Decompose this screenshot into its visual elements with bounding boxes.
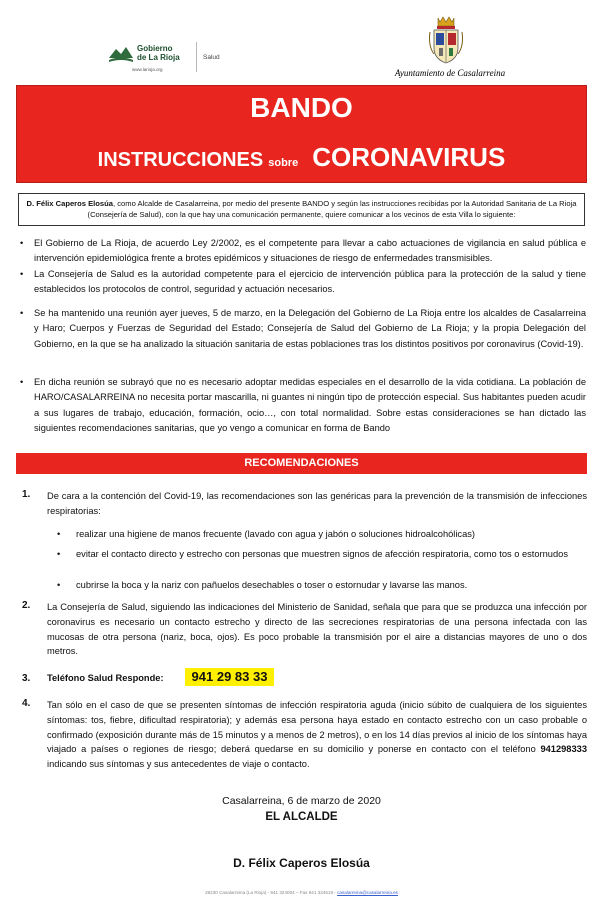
gobierno-rioja-url: www.larioja.org bbox=[132, 67, 163, 72]
gobierno-rioja-logo-icon bbox=[107, 42, 135, 64]
gobierno-rioja-name: Gobierno de La Rioja bbox=[137, 44, 180, 62]
item-number: 1. bbox=[22, 489, 31, 500]
list-item: • Se ha mantenido una reunión ayer jueves, 5 de marzo, en la Delegación del Gobierno de La Rioja entre los alcaldes de Casalarreina y Haro; Cuerpos y Fuerzas de Seguridad del Estado; Consejería de Salud del Gobierno de La Rioja; y la propia Delegación del Gobierno, en la que se ha analizado la situación sanitaria de estas poblaciones tras los distintos positivos por coronavirus (Covid-19). bbox=[34, 306, 586, 352]
place-date: Casalarreina, 6 de marzo de 2020 bbox=[222, 795, 381, 807]
signature-name: D. Félix Caperos Elosúa bbox=[233, 856, 370, 870]
phone-number: 941298333 bbox=[540, 744, 587, 755]
recommendation-1: De cara a la contención del Covid-19, las recomendaciones son las genéricas para la prevención de la transmisión de infecciones respiratorias: bbox=[47, 491, 587, 516]
list-item: • El Gobierno de La Rioja, de acuerdo Ley 2/2002, es el competente para llevar a cabo actuaciones de vigilancia en salud pública e intervención epidemiológica frente a brotes epidémicos y situaciones de riesgo de enfermedades transmisibles. bbox=[34, 236, 586, 267]
bando-title: BANDO bbox=[250, 92, 353, 123]
item-number: 3. bbox=[22, 673, 31, 684]
alcalde-name: D. Félix Caperos Elosúa bbox=[26, 199, 114, 208]
footer-contact: 26230 Casalarreina (La Rioja) - 941 324004 – Fax 941 324519 - casalarreina@casalarreina.es bbox=[205, 890, 398, 895]
sub-item: • evitar el contacto directo y estrecho con personas que muestren signos de afección respiratoria, como tos o estornudos bbox=[76, 547, 586, 562]
sub-item: • cubrirse la boca y la nariz con pañuelos desechables o toser o estornudar y lavarse las manos. bbox=[76, 578, 586, 593]
salud-label: Salud bbox=[203, 54, 220, 61]
intro-text: , como Alcalde de Casalarreina, por medio del presente BANDO y según las instrucciones recibidas por la Autoridad Sanitaria de La Rioja (Consejería de Salud), con la que hay una comunicación permanente, quiere comunicar a los vecinos de esta Villa lo siguiente: bbox=[87, 199, 577, 219]
intro-box bbox=[18, 193, 585, 226]
item-number: 4. bbox=[22, 698, 31, 709]
telefono-label: Teléfono Salud Responde: bbox=[47, 673, 164, 683]
coat-of-arms-icon bbox=[426, 14, 466, 66]
email-link[interactable]: casalarreina@casalarreina.es bbox=[337, 890, 398, 895]
ayuntamiento-name: Ayuntamiento de Casalarreina bbox=[394, 68, 506, 78]
list-item: • La Consejería de Salud es la autoridad competente para el ejercicio de intervención pública para la protección de la salud y tiene establecidos los protocolos de control, seguridad y actuación necesarios. bbox=[34, 267, 586, 298]
telefono-salud-number: 941 29 83 33 bbox=[185, 668, 274, 686]
recommendation-2: La Consejería de Salud, siguiendo las indicaciones del Ministerio de Sanidad, señala que para que se produzca una infección por coronavirus es necesario un contacto estrecho y directo de las secreciones respiratorias de una persona infectada con las mucosas de otra persona (nariz, boca, ojos). Es poco probable la transmisión por el aire a distancias mayores de uno o dos metros. bbox=[47, 602, 587, 657]
role-title: EL ALCALDE bbox=[265, 811, 338, 823]
instrucciones-heading: INSTRUCCIONES sobre CORONAVIRUS bbox=[97, 142, 506, 172]
item-number: 2. bbox=[22, 600, 31, 611]
recommendation-4: Tan sólo en el caso de que se presenten síntomas de infección respiratoria aguda (inicio súbito de cualquiera de los siguientes síntomas: tos, fiebre, dificultad respiratoria); y además esa persona haya estado en contacto estrecho con un caso probable o confirmado (exposición durante más de 15 minutos y a menos de 2 metros), o en los 14 días previos al inicio de los síntomas haya viajado a países o regiones de riesgo; deberá quedarse en su domicilio y ponerse en contacto con el teléfono 941298333 indicando sus síntomas y sus antecedentes de viaje o contacto. bbox=[47, 700, 587, 770]
list-item: • En dicha reunión se subrayó que no es necesario adoptar medidas especiales en el desarrollo de la vida cotidiana. La población de HARO/CASALARREINA no necesita portar mascarilla, ni guantes ni ningún tipo de protección especial. Sus habitantes pueden acudir a sus lugares de trabajo, educación, formación, ocio…, con total normalidad. Sobre estas consideraciones se han dictado las siguientes recomendaciones sanitarias, que yo vengo a comunicar en forma de Bando bbox=[34, 375, 586, 436]
header-divider bbox=[196, 42, 197, 72]
sub-item: • realizar una higiene de manos frecuente (lavado con agua y jabón o soluciones hidroalcohólicas) bbox=[76, 527, 586, 542]
recomendaciones-header: RECOMENDACIONES bbox=[16, 453, 587, 474]
